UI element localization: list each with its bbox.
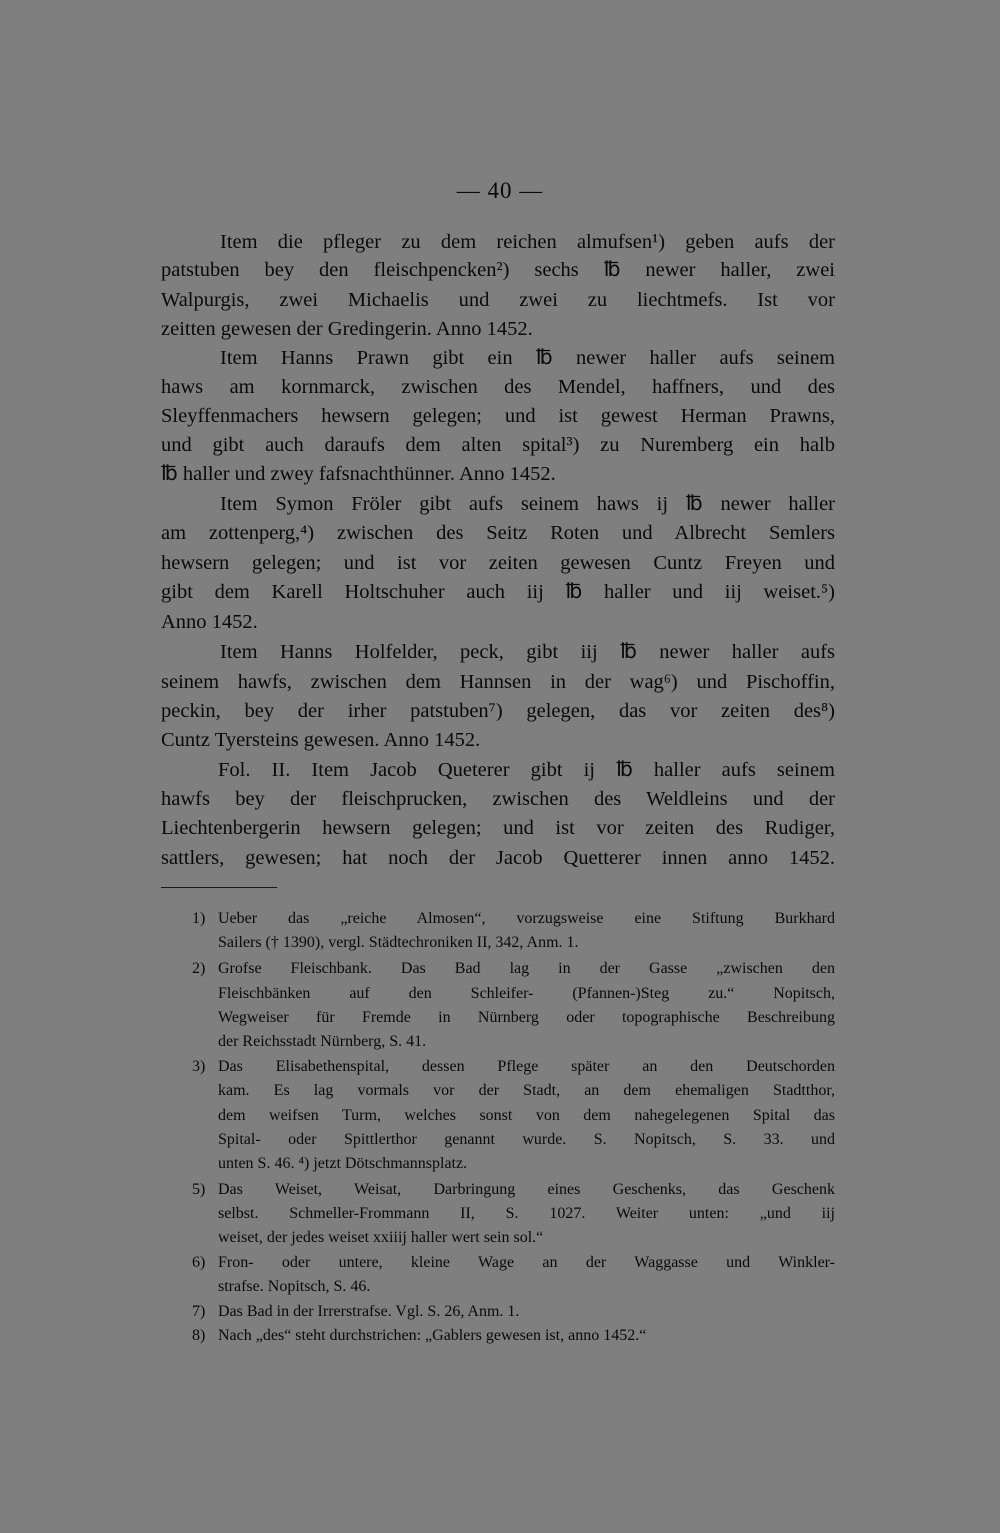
footnote-number: 2) — [192, 960, 206, 977]
body-line: und gibt auch daraufs dem alten spital³) zu Nuremberg ein halb — [161, 434, 835, 456]
body-line: seinem hawfs, zwischen dem Hannsen in der wag⁶) und Pischoffin, — [161, 671, 835, 693]
body-line: Item Hanns Holfelder, peck, gibt iij ℔ newer haller aufs — [220, 641, 835, 663]
footnote-line: Das Weiset, Weisat, Darbringung eines Geschenks, das Geschenk — [218, 1181, 835, 1198]
body-line: Item Symon Fröler gibt aufs seinem haws ij ℔ newer haller — [220, 493, 835, 515]
footnote-line: der Reichsstadt Nürnberg, S. 41. — [218, 1033, 427, 1050]
body-line: zeitten gewesen der Gredingerin. Anno 1452. — [161, 318, 533, 340]
body-line: haws am kornmarck, zwischen des Mendel, haffners, und des — [161, 376, 835, 398]
footnote-line: weiset, der jedes weiset xxiiij haller wert sein sol.“ — [218, 1229, 544, 1246]
body-line: Walpurgis, zwei Michaelis und zwei zu liechtmefs. Ist vor — [161, 289, 835, 311]
body-line: patstuben bey den fleischpencken²) sechs ℔ newer haller, zwei — [161, 259, 835, 281]
body-line: Fol. II. Item Jacob Queterer gibt ij ℔ haller aufs seinem — [218, 759, 835, 781]
body-line: ℔ haller und zwey fafsnachthünner. Anno 1452. — [161, 463, 556, 485]
footnote-line: Das Bad in der Irrerstrafse. Vgl. S. 26, Anm. 1. — [218, 1303, 520, 1320]
footnote-number: 8) — [192, 1327, 206, 1344]
page-number: — 40 — — [456, 178, 544, 203]
footnote-number: 7) — [192, 1303, 206, 1320]
footnote-number: 6) — [192, 1254, 206, 1271]
body-line: hawfs bey der fleischprucken, zwischen des Weldleins und der — [161, 788, 835, 810]
footnote-line: Das Elisabethenspital, dessen Pflege später an den Deutschorden — [218, 1058, 835, 1075]
footnote-line: strafse. Nopitsch, S. 46. — [218, 1278, 371, 1295]
footnote-line: Grofse Fleischbank. Das Bad lag in der Gasse „zwischen den — [218, 960, 835, 977]
body-line: Item Hanns Prawn gibt ein ℔ newer haller aufs seinem — [220, 347, 835, 369]
footnote-line: Spital- oder Spittlerthor genannt wurde. S. Nopitsch, S. 33. und — [218, 1131, 835, 1148]
body-line: peckin, bey der irher patstuben⁷) gelegen, das vor zeiten des⁸) — [161, 700, 835, 722]
footnote-line: kam. Es lag vormals vor der Stadt, an dem ehemaligen Stadtthor, — [218, 1082, 835, 1099]
footnote-line: Nach „des“ steht durchstrichen: „Gablers gewesen ist, anno 1452.“ — [218, 1327, 647, 1344]
body-line: Cuntz Tyersteins gewesen. Anno 1452. — [161, 729, 481, 751]
body-line: Liechtenbergerin hewsern gelegen; und ist vor zeiten des Rudiger, — [161, 817, 835, 839]
body-line: Item die pfleger zu dem reichen almufsen¹) geben aufs der — [220, 231, 835, 253]
footnote-number: 5) — [192, 1181, 206, 1198]
footnote-line: Wegweiser für Fremde in Nürnberg oder topographische Beschreibung — [218, 1009, 835, 1026]
footnote-number: 1) — [192, 910, 206, 927]
footnote-line: Fron- oder untere, kleine Wage an der Waggasse und Winkler- — [218, 1254, 835, 1271]
footnote-line: Fleischbänken auf den Schleifer- (Pfannen-)Steg zu.“ Nopitsch, — [218, 985, 835, 1002]
body-line: sattlers, gewesen; hat noch der Jacob Quetterer innen anno 1452. — [161, 847, 835, 869]
body-line: Anno 1452. — [161, 611, 258, 633]
footnote-line: selbst. Schmeller-Frommann II, S. 1027. Weiter unten: „und iij — [218, 1205, 835, 1222]
footnote-line: unten S. 46. ⁴) jetzt Dötschmannsplatz. — [218, 1155, 468, 1172]
footnote-line: Sailers († 1390), vergl. Städtechroniken II, 342, Anm. 1. — [218, 934, 579, 951]
footnote-rule — [161, 887, 277, 888]
footnote-line: dem weifsen Turm, welches sonst von dem nahegelegenen Spital das — [218, 1107, 835, 1124]
body-line: am zottenperg,⁴) zwischen des Seitz Roten und Albrecht Semlers — [161, 522, 835, 544]
footnote-line: Ueber das „reiche Almosen“, vorzugsweise eine Stiftung Burkhard — [218, 910, 835, 927]
footnote-number: 3) — [192, 1058, 206, 1075]
body-line: hewsern gelegen; und ist vor zeiten gewesen Cuntz Freyen und — [161, 552, 835, 574]
body-line: Sleyffenmachers hewsern gelegen; und ist gewest Herman Prawns, — [161, 405, 835, 427]
body-line: gibt dem Karell Holtschuher auch iij ℔ haller und iij weiset.⁵) — [161, 581, 835, 603]
